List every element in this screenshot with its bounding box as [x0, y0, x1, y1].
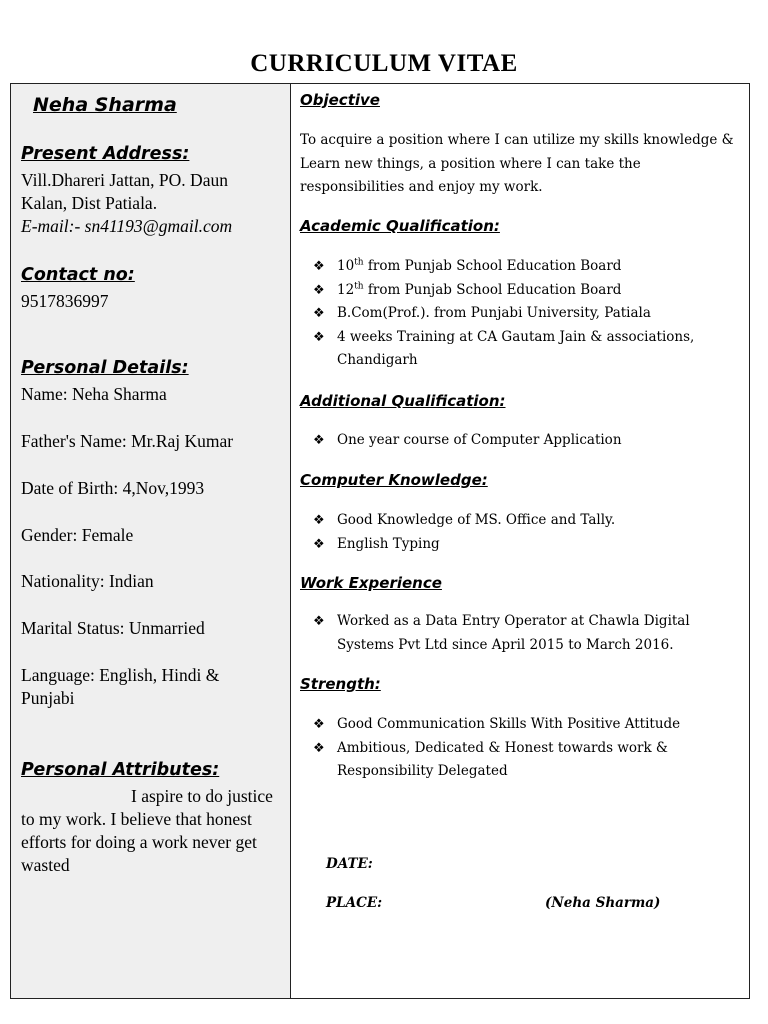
right-column — [291, 84, 749, 998]
list-item: ❖ Good Knowledge of MS. Office and Tally. — [300, 509, 750, 533]
diamond-bullet-icon: ❖ — [313, 282, 325, 298]
candidate-name: Neha Sharma — [33, 94, 177, 116]
contact-heading: Contact no: — [21, 265, 135, 285]
email: E-mail:- sn41193@gmail.com — [21, 216, 233, 236]
work-heading: Work Experience — [300, 574, 442, 592]
language-line-2: Punjabi — [21, 688, 75, 708]
list-item: ❖ Worked as a Data Entry Operator at Chawla Digital Systems Pvt Ltd since April 2015 to March 2016. — [300, 610, 750, 657]
personal-name: Name: Neha Sharma — [21, 384, 167, 404]
objective-heading: Objective — [300, 91, 380, 109]
academic-list — [300, 255, 750, 373]
list-item: ❖ English Typing — [300, 533, 750, 557]
left-column — [11, 84, 291, 998]
document-title: CURRICULUM VITAE — [250, 50, 518, 77]
signature: (Neha Sharma) — [545, 895, 661, 911]
strength-heading: Strength: — [300, 675, 381, 693]
cv-table — [10, 83, 750, 999]
date-of-birth: Date of Birth: 4,Nov,1993 — [21, 478, 205, 498]
diamond-bullet-icon: ❖ — [313, 259, 325, 274]
diamond-bullet-icon: ❖ — [313, 433, 325, 448]
gender: Gender: Female — [21, 525, 134, 545]
list-item: ❖ Ambitious, Dedicated & Honest towards work & Responsibility Delegated — [300, 737, 707, 784]
diamond-bullet-icon: ❖ — [313, 513, 325, 528]
father-name: Father's Name: Mr.Raj Kumar — [21, 431, 234, 451]
nationality: Nationality: Indian — [21, 571, 154, 591]
date-label: DATE: — [326, 856, 373, 872]
strength-list — [300, 713, 750, 784]
address-line-1: Vill.Dhareri Jattan, PO. Daun — [21, 170, 228, 190]
list-item: ❖ One year course of Computer Application — [300, 429, 750, 453]
personal-attributes-text: I aspire to do justice to my work. I believe that honest efforts for doing a work never get wasted — [21, 786, 273, 875]
computer-list — [300, 509, 750, 556]
diamond-bullet-icon: ❖ — [313, 306, 325, 321]
language-line-1: Language: English, Hindi & — [21, 665, 220, 685]
present-address-heading: Present Address: — [21, 144, 190, 164]
personal-attributes-heading: Personal Attributes: — [21, 760, 220, 780]
place-label: PLACE: — [326, 895, 383, 911]
address-line-2: Kalan, Dist Patiala. — [21, 193, 158, 213]
work-list — [300, 610, 750, 657]
diamond-bullet-icon: ❖ — [313, 329, 325, 345]
personal-details-heading: Personal Details: — [21, 358, 189, 378]
diamond-bullet-icon: ❖ — [313, 740, 325, 756]
objective-text: To acquire a position where I can utilize my skills knowledge & Learn new things, a position where I can take the responsibilities and enjoy my work. — [300, 132, 734, 195]
contact-number: 9517836997 — [21, 291, 109, 311]
marital-status: Marital Status: Unmarried — [21, 618, 205, 638]
additional-heading: Additional Qualification: — [300, 392, 506, 410]
list-item: ❖ Good Communication Skills With Positive Attitude — [300, 713, 750, 737]
list-item: ❖ B.Com(Prof.). from Punjabi University, Patiala — [300, 302, 750, 326]
additional-list — [300, 429, 750, 453]
diamond-bullet-icon: ❖ — [313, 717, 325, 732]
diamond-bullet-icon: ❖ — [313, 536, 325, 552]
list-item: ❖ 10th from Punjab School Education Board — [300, 255, 750, 279]
academic-heading: Academic Qualification: — [300, 217, 500, 235]
list-item: ❖ 12th from Punjab School Education Board — [300, 279, 750, 303]
list-item: ❖ 4 weeks Training at CA Gautam Jain & associations, Chandigarh — [300, 326, 717, 373]
computer-heading: Computer Knowledge: — [300, 471, 488, 489]
diamond-bullet-icon: ❖ — [313, 614, 325, 629]
